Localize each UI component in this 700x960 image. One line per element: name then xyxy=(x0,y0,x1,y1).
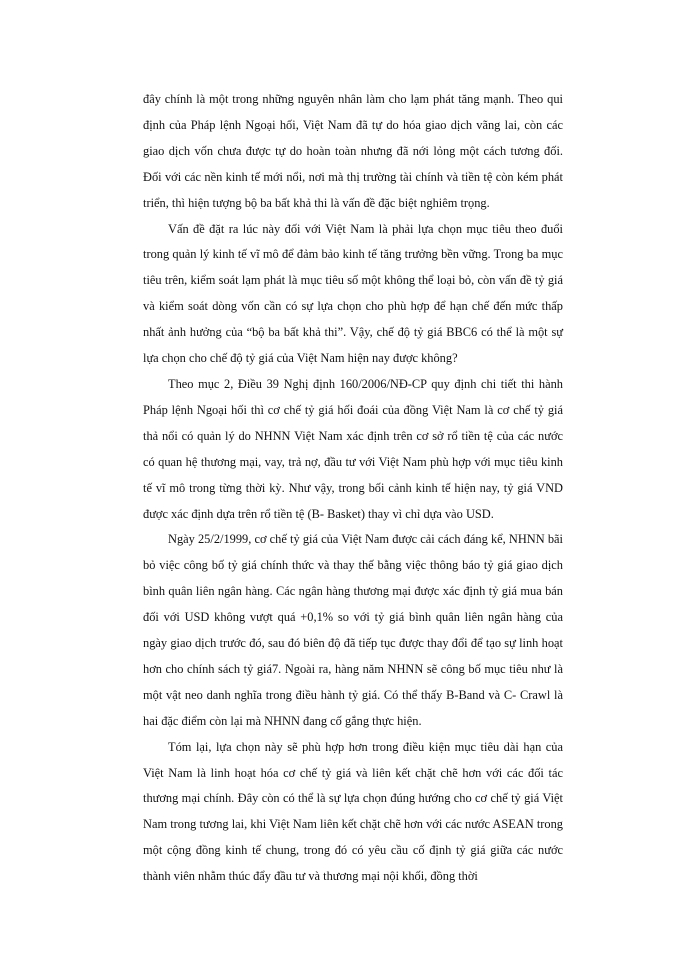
paragraph-5: Tóm lại, lựa chọn này sẽ phù hợp hơn trong điều kiện mục tiêu dài hạn của Việt Nam là linh hoạt hóa cơ chế tỷ giá và liên kết chặt chẽ hơn với các đối tác thương mại chính. Đây còn có thể là sự lựa chọn đúng hướng cho cơ chế tỷ giá Việt Nam trong tương lai, khi Việt Nam liên kết chặt chẽ hơn với các nước ASEAN trong một cộng đồng kinh tế chung, trong đó có yêu cầu cố định tỷ giá giữa các nước thành viên nhằm thúc đẩy đầu tư và thương mại nội khối, đồng thời xyxy=(143,739,563,884)
document-page xyxy=(143,87,563,890)
paragraph-1: đây chính là một trong những nguyên nhân làm cho lạm phát tăng mạnh. Theo qui định của Pháp lệnh Ngoại hối, Việt Nam đã tự do hóa giao dịch vãng lai, còn các giao dịch vốn chưa được tự do hoàn toàn nhưng đã nới lỏng một cách tương đối. Đối với các nền kinh tế mới nổi, nơi mà thị trường tài chính và tiền tệ còn kém phát triển, thì hiện tượng bộ ba bất khả thi là vấn đề đặc biệt nghiêm trọng. xyxy=(143,92,563,210)
paragraph-4: Ngày 25/2/1999, cơ chế tỷ giá của Việt Nam được cải cách đáng kể, NHNN bãi bỏ việc công bố tỷ giá chính thức và thay thế bằng việc thông báo tỷ giá giao dịch bình quân liên ngân hàng. Các ngân hàng thương mại được xác định tỷ giá mua bán đối với USD không vượt quá +0,1% so với tỷ giá bình quân liên ngân hàng của ngày giao dịch trước đó, sau đó biên độ đã tiếp tục được thay đổi để tạo sự linh hoạt hơn cho chính sách tỷ giá7. Ngoài ra, hàng năm NHNN sẽ công bố mục tiêu như là một vật neo danh nghĩa trong điều hành tỷ giá. Có thể thấy B-Band và C- Crawl là hai đặc điểm còn lại mà NHNN đang cố gắng thực hiện. xyxy=(143,532,563,728)
paragraph-2: Vấn đề đặt ra lúc này đối với Việt Nam là phải lựa chọn mục tiêu theo đuổi trong quản lý kinh tế vĩ mô để đảm bảo kinh tế tăng trưởng bền vững. Trong ba mục tiêu trên, kiểm soát lạm phát là mục tiêu số một không thể loại bỏ, còn vấn đề tỷ giá và kiểm soát dòng vốn cần có sự lựa chọn cho phù hợp để hạn chế đến mức thấp nhất ảnh hưởng của “bộ ba bất khả thi”. Vậy, chế độ tỷ giá BBC6 có thể là một sự lựa chọn cho chế độ tỷ giá của Việt Nam hiện nay được không? xyxy=(143,221,563,366)
paragraph-3: Theo mục 2, Điều 39 Nghị định 160/2006/NĐ-CP quy định chi tiết thi hành Pháp lệnh Ngoại hối thì cơ chế tỷ giá hối đoái của đồng Việt Nam là cơ chế tỷ giá thả nổi có quản lý do NHNN Việt Nam xác định trên cơ sở rổ tiền tệ của các nước có quan hệ thương mại, vay, trả nợ, đầu tư với Việt Nam phù hợp với mục tiêu kinh tế vĩ mô trong từng thời kỳ. Như vậy, trong bối cảnh kinh tế hiện nay, tỷ giá VND được xác định dựa trên rổ tiền tệ (B- Basket) thay vì chỉ dựa vào USD. xyxy=(143,376,563,521)
